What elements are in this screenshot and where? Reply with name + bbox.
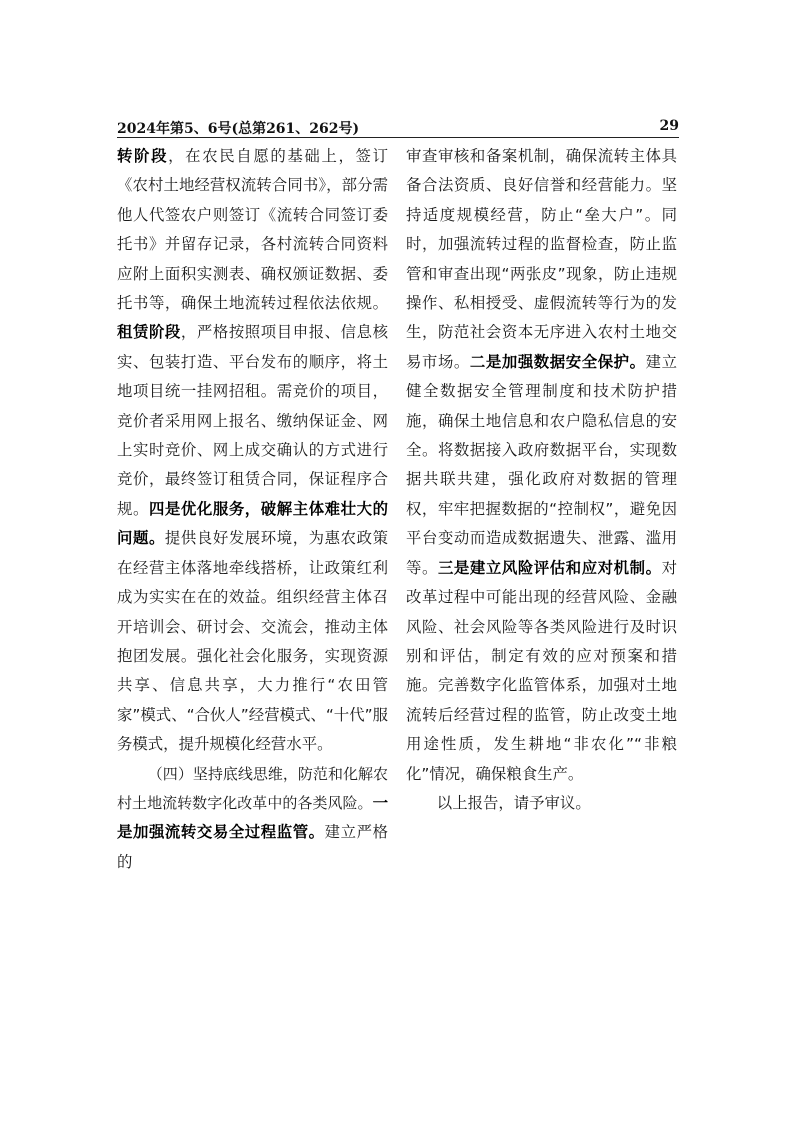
bold-heading: 二是加强数据安全保护。 xyxy=(469,352,646,371)
body-text: 建立严格的 xyxy=(117,823,388,871)
body-text: ，在农民自愿的基础上，签订《农村土地经营权流转合同书》，部分需他人代签农户则签订《流转合同签订委托书》并留存记录，各村流转合同资料应附上面积实测表、确权颁证数据、委托书等，确保土地流转过程依法依规。 xyxy=(117,147,388,313)
page-number: 29 xyxy=(659,118,679,134)
bold-heading: 租赁阶段 xyxy=(117,323,181,342)
body-text: 对改革过程中可能出现的经营风险、金融风险、社会风险等各类风险进行及时识别和评估，制定有效的应对预案和措施。完善数字化监管体系，加强对土地流转后经营过程的监管，防止改变土地用途性质，发生耕地“非农化”“非粮化”情况，确保粮食生产。 xyxy=(406,558,677,783)
paragraph xyxy=(117,142,388,760)
running-header xyxy=(117,116,679,138)
bold-heading: 转阶段 xyxy=(117,147,169,165)
body-text: 提供良好发展环境，为惠农政策在经营主体落地牵线搭桥，让政策红利成为实实在在的效益。组织经营主体召开培训会、研讨会、交流会，推动主体抱团发展。强化社会化服务，实现资源共享、信息共享，大力推行“农田管家”模式、“合伙人”经营模式、“十代”服务模式，提升规模化经营水平。 xyxy=(117,529,388,754)
right-column xyxy=(406,142,677,818)
section-heading: （四）坚持底线思维，防范和化解农村土地流转数字化改革中的各类风险。 xyxy=(117,764,388,812)
issue-number: 2024年第5、6号(总第261、262号) xyxy=(117,121,360,137)
closing-text: 以上报告，请予审议。 xyxy=(436,793,591,812)
left-column xyxy=(117,142,388,877)
paragraph xyxy=(117,760,388,878)
body-text: 审查审核和备案机制，确保流转主体具备合法资质、良好信誉和经营能力。坚持适度规模经营，防止“垒大户”。同时，加强流转过程的监督检查，防止监管和审查出现“两张皮”现象，防止违规操作、私相授受、虚假流转等行为的发生，防范社会资本无序进入农村土地交易市场。 xyxy=(406,147,677,371)
bold-heading: 四是优化服务，破解主体难壮大的问题。 xyxy=(117,499,388,548)
bold-heading: 三是建立风险评估和应对机制。 xyxy=(437,558,662,577)
paragraph xyxy=(406,142,677,789)
body-text: 建立健全数据安全管理制度和技术防护措施，确保土地信息和农户隐私信息的安全。将数据接入政府数据平台，实现数据共联共建，强化政府对数据的管理权，牢牢把握数据的“控制权”，避免因平台变动而造成数据遗失、泄露、滥用等。 xyxy=(406,352,677,577)
body-text: ，严格按照项目申报、信息核实、包装打造、平台发布的顺序，将土地项目统一挂网招租。需竞价的项目，竞价者采用网上报名、缴纳保证金、网上实时竞价、网上成交确认的方式进行竞价，最终签订租赁合同，保证程序合规。 xyxy=(117,323,388,518)
paragraph xyxy=(406,789,677,818)
bold-heading: 一是加强流转交易全过程监管。 xyxy=(117,793,388,842)
header-rule xyxy=(117,137,679,138)
